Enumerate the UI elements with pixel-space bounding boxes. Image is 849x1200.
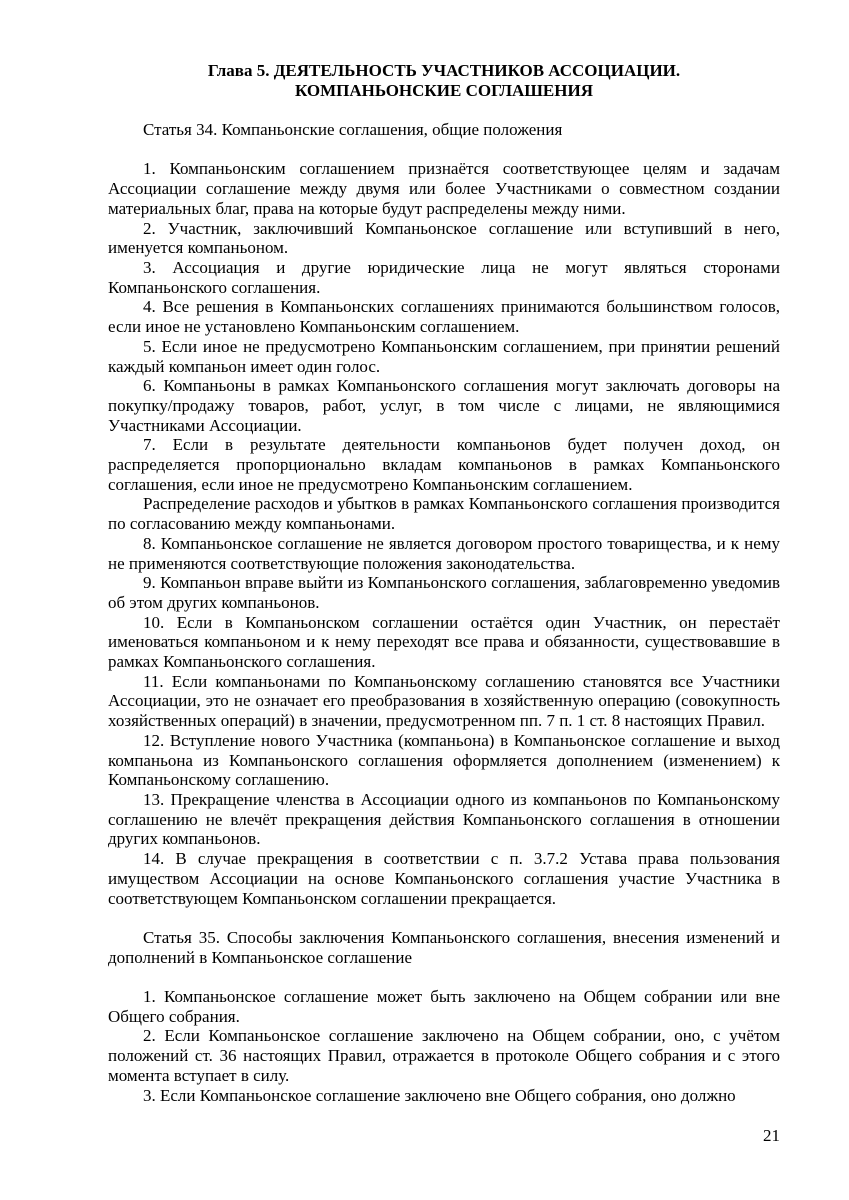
document-content [108,61,780,1105]
paragraph: 3. Ассоциация и другие юридические лица не могут являться сторонами Компаньонского соглашения. [108,258,780,297]
paragraph: 7. Если в результате деятельности компаньонов будет получен доход, он распределяется пропорционально вкладам компаньонов в рамках Компаньонского соглашения, если иное не предусмотрено Компаньонским соглашением. [108,435,780,494]
chapter-heading-line2: КОМПАНЬОНСКИЕ СОГЛАШЕНИЯ [295,80,593,100]
paragraph: 9. Компаньон вправе выйти из Компаньонского соглашения, заблаговременно уведомив об этом других компаньонов. [108,573,780,612]
paragraph: 11. Если компаньонами по Компаньонскому соглашению становятся все Участники Ассоциации, это не означает его преобразования в хозяйственную операцию (совокупность хозяйственных операций) в значении, предусмотренном пп. 7 п. 1 ст. 8 настоящих Правил. [108,671,780,731]
paragraph: 10. Если в Компаньонском соглашении остаётся один Участник, он перестаёт именоваться компаньоном и к нему переходят все права и обязанности, существовавшие в рамках Компаньонского соглашения. [108,612,780,672]
article-34-heading: Статья 34. Компаньонские соглашения, общие положения [143,120,563,140]
chapter-heading [108,61,780,100]
paragraph: 6. Компаньоны в рамках Компаньонского соглашения могут заключать договоры на покупку/продажу товаров, работ, услуг, в том числе с лицами, не являющимися Участниками Ассоциации. [108,376,780,435]
paragraph: 2. Участник, заключивший Компаньонское соглашение или вступивший в него, именуется компаньоном. [108,218,780,258]
chapter-heading-line1: Глава 5. ДЕЯТЕЛЬНОСТЬ УЧАСТНИКОВ АССОЦИАЦИИ. [207,61,681,80]
paragraph: 1. Компаньонское соглашение может быть заключено на Общем собрании или вне Общего собрания. [108,986,780,1026]
paragraph: Распределение расходов и убытков в рамках Компаньонского соглашения производится по согласованию между компаньонами. [108,494,780,534]
spacer [108,908,780,928]
spacer [108,967,780,987]
spacer [108,100,780,120]
paragraph: 1. Компаньонским соглашением признаётся соответствующее целям и задачам Ассоциации соглашение между двумя или более Участниками о совместном создании материальных благ, права на которые будут распределены между ними. [108,159,780,218]
paragraph: 8. Компаньонское соглашение не является договором простого товарищества, и к нему не применяются соответствующие положения законодательства. [108,533,780,573]
paragraph: 14. В случае прекращения в соответствии с п. 3.7.2 Устава права пользования имуществом Ассоциации на основе Компаньонского соглашения участие Участника в соответствующем Компаньонском соглашении прекращается. [108,849,780,908]
page-number: 21 [763,1126,780,1145]
paragraph: 4. Все решения в Компаньонских соглашениях принимаются большинством голосов, если иное не установлено Компаньонским соглашением. [108,297,780,337]
paragraph: 3. Если Компаньонское соглашение заключено вне Общего собрания, оно должно [143,1085,736,1105]
paragraph: 5. Если иное не предусмотрено Компаньонским соглашением, при принятии решений каждый компаньон имеет один голос. [108,336,780,376]
paragraph: 2. Если Компаньонское соглашение заключено на Общем собрании, оно, с учётом положений ст. 36 настоящих Правил, отражается в протоколе Общего собрания и с этого момента вступает в силу. [108,1026,780,1085]
paragraph: 13. Прекращение членства в Ассоциации одного из компаньонов по Компаньонскому соглашению не влечёт прекращения действия Компаньонского соглашения в отношении других компаньонов. [108,789,780,849]
article-35-heading: Статья 35. Способы заключения Компаньонского соглашения, внесения изменений и дополнений в Компаньонское соглашение [108,927,780,967]
paragraph: 12. Вступление нового Участника (компаньона) в Компаньонское соглашение и выход компаньона из Компаньонского соглашения оформляется дополнением (изменением) к Компаньонскому соглашению. [108,730,780,790]
spacer [108,140,780,160]
